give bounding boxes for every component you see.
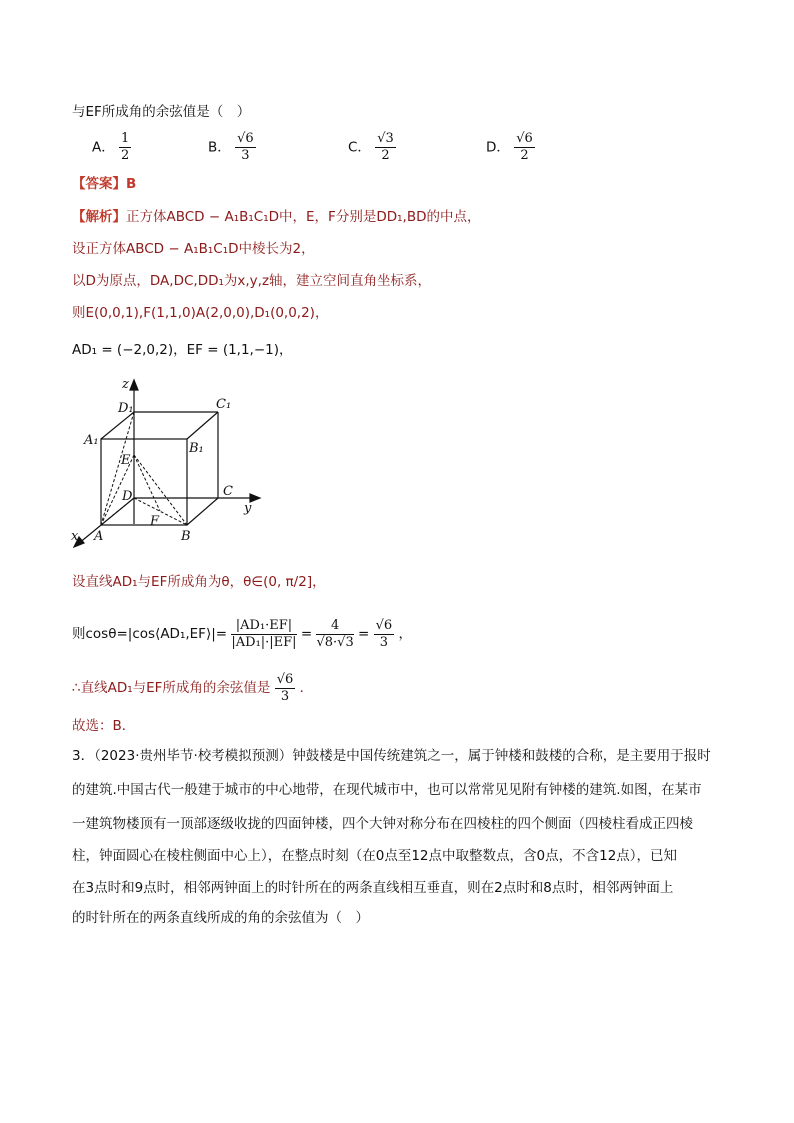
answer-tag: 【答案】 (72, 176, 126, 192)
conclusion-suffix: ． (299, 680, 314, 696)
analysis-line-3: 以D为原点，DA,DC,DD₁为x,y,z轴，建立空间直角坐标系， (72, 273, 432, 289)
label-B: B (181, 529, 191, 544)
option-label: A． (92, 139, 115, 156)
answer-line (72, 174, 136, 194)
option-d (486, 131, 535, 164)
answer-value: B (126, 176, 137, 192)
label-C: C (223, 484, 233, 499)
q3-line-3: 一建筑物楼顶有一顶部逐级收拢的四面钟楼，四个大钟对称分布在四棱柱的四个侧面（四棱柱看成正四棱 (72, 816, 693, 832)
angle-setup: 设直线AD₁与EF所成角为θ，θ∈(0, π/2]， (72, 574, 326, 590)
label-D1: D₁ (118, 401, 134, 416)
cube-figure (68, 374, 268, 549)
conclusion-fraction: $\frac{√6}{3}$ (276, 671, 294, 704)
analysis-text: 正方体ABCD − A₁B₁C₁D中，E，F分别是DD₁,BD的中点， (126, 209, 481, 225)
label-F: F (150, 514, 160, 529)
option-label: C． (348, 139, 371, 156)
label-x: x (71, 529, 79, 544)
label-z: z (122, 377, 129, 392)
q3-line-6: 的时针所在的两条直线所成的角的余弦值为（ ） (72, 910, 369, 926)
cos-fraction-2: $\frac{4}{√8\cdot√3}$ (316, 617, 354, 650)
label-B1: B₁ (189, 441, 204, 456)
option-label: D． (486, 139, 510, 156)
label-A: A (94, 529, 104, 544)
cos-formula (72, 614, 412, 654)
label-A1: A₁ (84, 433, 99, 448)
option-b (208, 131, 256, 164)
option-fraction: $\frac{1}{2}$ (121, 131, 130, 163)
label-E: E (121, 453, 131, 468)
equals-sign: = (300, 626, 313, 642)
label-D: D (122, 489, 133, 504)
cos-fraction-3: $\frac{√6}{3}$ (375, 617, 393, 650)
analysis-line-4: 则E(0,0,1),F(1,1,0)A(2,0,0),D₁(0,0,2)， (72, 305, 329, 321)
label-C1: C₁ (216, 397, 232, 412)
formula-suffix: ， (398, 626, 412, 642)
analysis-line-5: AD₁ = (−2,0,2)，EF = (1,1,−1)， (72, 342, 293, 358)
equals-sign: = (358, 626, 370, 642)
option-a (92, 131, 131, 164)
analysis-line-1 (72, 207, 480, 227)
choose-line: 故选：B． (72, 718, 136, 734)
q3-line-4: 柱，钟面圆心在棱柱侧面中心上），在整点时刻（在0点至12点中取整数点，含0点，不含12点），已知 (72, 848, 678, 864)
option-c (348, 131, 396, 164)
q3-line-2: 的建筑.中国古代一般建于城市的中心地带，在现代城市中，也可以常常见见附有钟楼的建筑.如图，在某市 (72, 782, 702, 798)
label-y: y (244, 501, 252, 516)
analysis-line-2: 设正方体ABCD − A₁B₁C₁D中棱长为2， (72, 241, 315, 257)
option-fraction: $\frac{√6}{2}$ (516, 131, 533, 163)
option-label: B． (208, 139, 231, 156)
cos-prefix: 则cosθ=|cos⟨AD₁,EF⟩|= (72, 626, 228, 642)
question-text: 与EF所成角的余弦值是（ ） (72, 104, 251, 120)
analysis-tag: 【解析】 (72, 209, 126, 225)
option-fraction: $\frac{√3}{2}$ (377, 131, 394, 163)
conclusion (72, 668, 313, 708)
q3-line-5: 在3点时和9点时，相邻两钟面上的时针所在的两条直线相互垂直，则在2点时和8点时，相邻两钟面上 (72, 880, 674, 896)
q3-line-1: 3．（2023·贵州毕节·校考模拟预测）钟鼓楼是中国传统建筑之一，属于钟楼和鼓楼的合称，是主要用于报时 (72, 748, 711, 764)
cos-fraction-1: $\frac{\text{|AD₁·EF|}}{\text{|AD₁|·|EF|}}$ (231, 617, 297, 650)
option-fraction: $\frac{√6}{3}$ (237, 131, 254, 163)
conclusion-text: ∴直线AD₁与EF所成角的余弦值是 (72, 680, 271, 696)
